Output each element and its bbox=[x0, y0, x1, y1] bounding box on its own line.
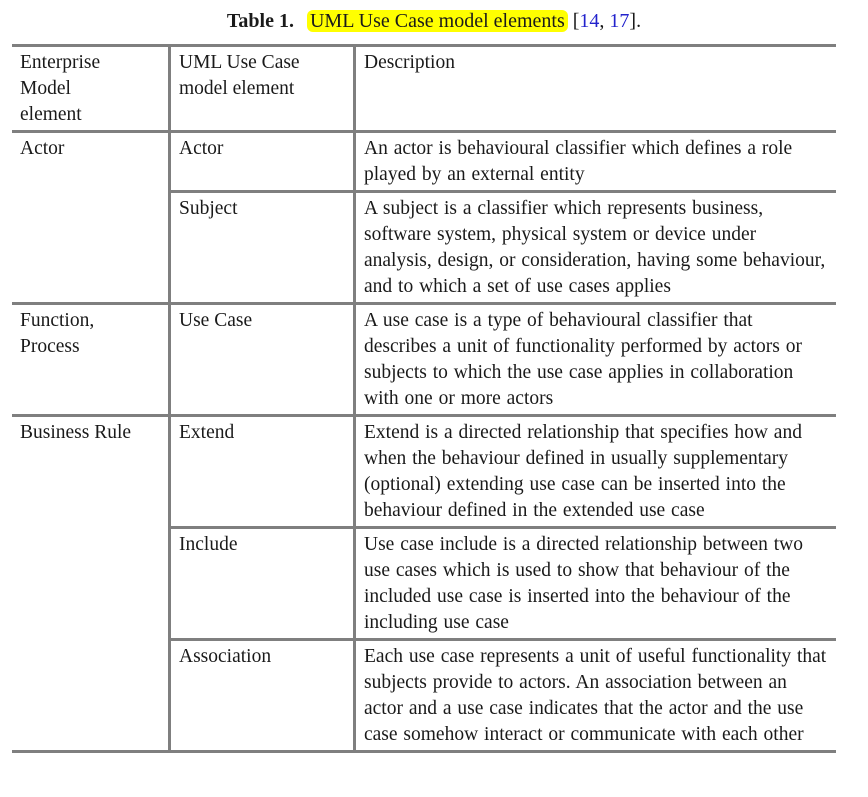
uml-element-cell: Extend bbox=[170, 416, 355, 528]
table-number: Table 1. bbox=[226, 10, 294, 32]
header-description: Description bbox=[355, 46, 837, 132]
header-line: element bbox=[20, 104, 82, 125]
uml-element-cell: Actor bbox=[170, 132, 355, 192]
citation-link-17[interactable]: 17 bbox=[609, 10, 630, 32]
uml-element-cell: Association bbox=[170, 640, 355, 752]
header-line: UML Use Case bbox=[179, 52, 300, 73]
table-row bbox=[12, 416, 836, 528]
header-uml-element bbox=[170, 46, 355, 132]
description-cell: Each use case represents a unit of useful functionality that subjects provide to actors. An association between an actor and a use case indicates that the actor and the use case somehow interact or communicate with each other bbox=[355, 640, 837, 752]
header-row bbox=[12, 46, 836, 132]
table-row bbox=[12, 132, 836, 192]
refs-sep: , bbox=[599, 10, 610, 32]
description-cell: A use case is a type of behavioural classifier that describes a unit of functionality performed by actors or subjects to which the use case applies in collaboration with one or more actors bbox=[355, 304, 837, 416]
table-row bbox=[12, 304, 836, 416]
uml-element-cell: Subject bbox=[170, 192, 355, 304]
table-title-highlighted: UML Use Case model elements bbox=[307, 10, 568, 32]
description-cell: A subject is a classifier which represents business, software system, physical system or device under analysis, design, or consideration, having some behaviour, and to which a set of use cases applies bbox=[355, 192, 837, 304]
citation-link-14[interactable]: 14 bbox=[579, 10, 600, 32]
refs-close: ]. bbox=[629, 10, 642, 32]
uml-elements-table bbox=[12, 44, 836, 753]
header-line: model element bbox=[179, 78, 295, 99]
table-caption bbox=[0, 8, 868, 34]
description-cell: An actor is behavioural classifier which defines a role played by an external entity bbox=[355, 132, 837, 192]
enterprise-element-cell: Business Rule bbox=[12, 416, 170, 752]
enterprise-element-cell: Actor bbox=[12, 132, 170, 304]
refs-open: [ bbox=[567, 10, 580, 32]
enterprise-element-text: Function, Process bbox=[20, 310, 95, 357]
uml-element-cell: Use Case bbox=[170, 304, 355, 416]
description-cell: Extend is a directed relationship that specifies how and when the behaviour defined in usually supplementary (optional) extending use case can be inserted into the behaviour defined in the extended use case bbox=[355, 416, 837, 528]
uml-element-cell: Include bbox=[170, 528, 355, 640]
description-cell: Use case include is a directed relationship between two use cases which is used to show that behaviour of the included use case is inserted into the behaviour of the including use case bbox=[355, 528, 837, 640]
header-enterprise-element bbox=[12, 46, 170, 132]
header-line: Enterprise bbox=[20, 52, 101, 73]
enterprise-element-cell bbox=[12, 304, 170, 416]
header-line: Model bbox=[20, 78, 71, 99]
